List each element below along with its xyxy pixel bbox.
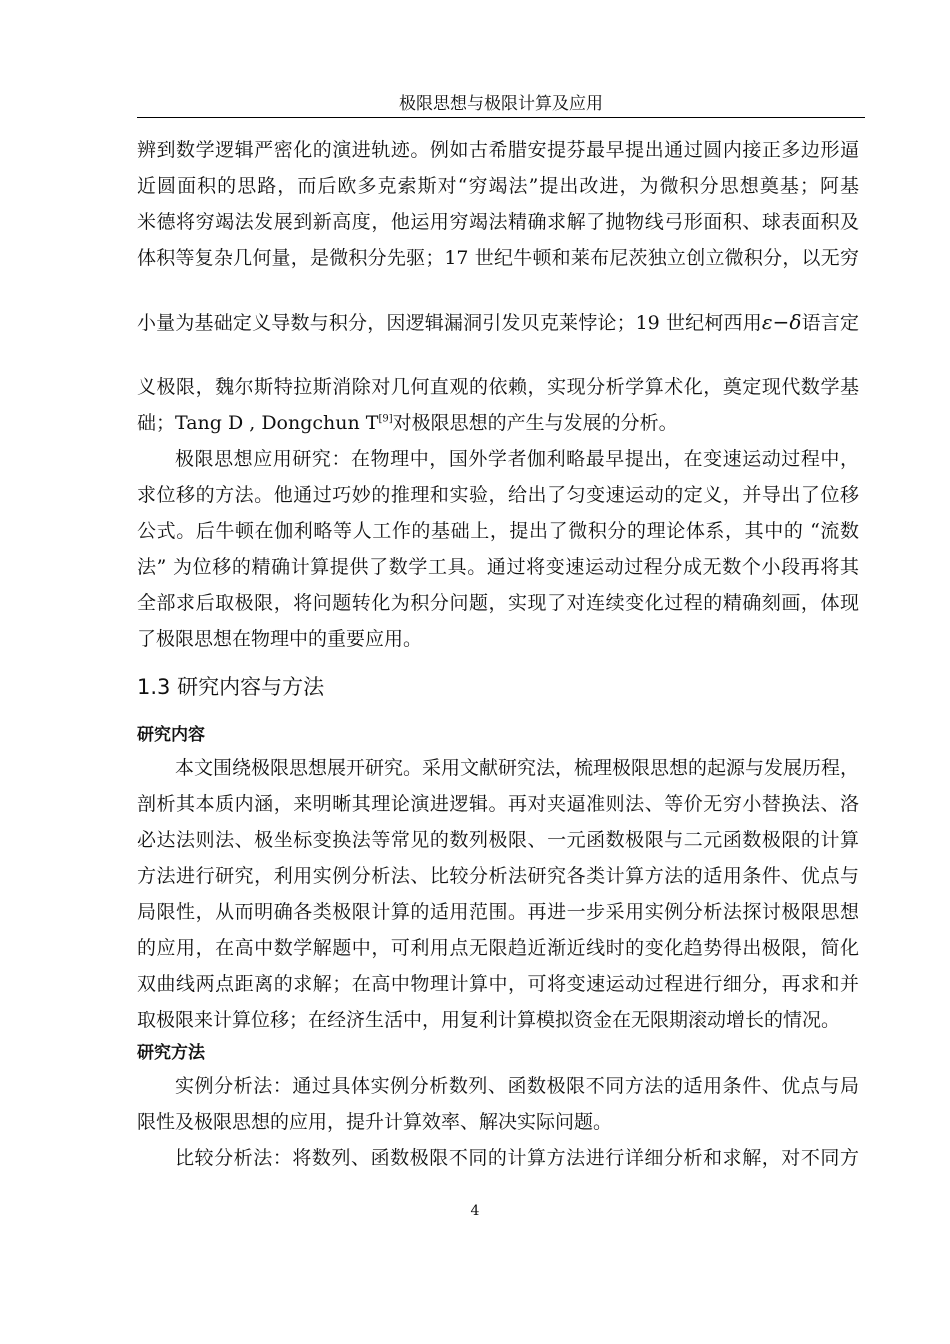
text-line: 全部求后取极限，将问题转化为积分问题，实现了对连续变化过程的精确刻画，体现 (137, 592, 859, 614)
text-line: 米德将穷竭法发展到新高度，他运用穷竭法精确求解了抛物线弓形面积、球表面积及 (137, 211, 859, 233)
text-line-with-citation (137, 405, 859, 441)
text-line: 法” 为位移的精确计算提供了数学工具。通过将变速运动过程分成无数个小段再将其 (137, 556, 859, 578)
text-line: 辨到数学逻辑严密化的演进轨迹。例如古希腊安提芬最早提出通过圆内接正多边形逼 (137, 139, 859, 161)
text-line: 剖析其本质内涵，来明晰其理论演进逻辑。再对夹逼准则法、等价无穷小替换法、洛 (137, 793, 859, 815)
text-line: 求位移的方法。他通过巧妙的推理和实验，给出了匀变速运动的定义，并导出了位移 (137, 484, 859, 506)
running-header: 极限思想与极限计算及应用 (399, 94, 603, 114)
text-segment: 小量为基础定义导数与积分，因逻辑漏洞引发贝克莱悖论；19 世纪柯西用 (137, 312, 762, 334)
text-line: 极限思想应用研究：在物理中，国外学者伽利略最早提出，在变速运动过程中， (175, 448, 859, 470)
text-line: 方法进行研究，利用实例分析法、比较分析法研究各类计算方法的适用条件、优点与 (137, 865, 859, 887)
text-line: 实例分析法：通过具体实例分析数列、函数极限不同方法的适用条件、优点与局 (175, 1075, 859, 1097)
text-line: 本文围绕极限思想展开研究。采用文献研究法，梳理极限思想的起源与发展历程， (175, 757, 860, 779)
paragraph-physics-application (137, 441, 859, 657)
text-segment: 对极限思想的产生与发展的分析。 (392, 412, 678, 434)
text-line: 必达法则法、极坐标变换法等常见的数列极限、一元函数极限与二元函数极限的计算 (137, 829, 859, 851)
page-number: 4 (470, 1203, 480, 1219)
text-line: 近圆面积的思路，而后欧多克索斯对“穷竭法”提出改进，为微积分思想奠基；阿基 (137, 175, 859, 197)
text-line-with-math (137, 304, 859, 341)
text-line: 双曲线两点距离的求解；在高中物理计算中，可将变速运动过程进行细分，再求和并 (137, 973, 859, 995)
text-line: 公式。后牛顿在伽利略等人工作的基础上，提出了微积分的理论体系，其中的 “流数 (137, 520, 859, 542)
paragraph-history (137, 132, 859, 441)
epsilon-delta-formula: ε−δ (761, 310, 802, 334)
text-segment: 础；Tang D , Dongchun T (137, 412, 379, 434)
paragraph-research-content (137, 750, 859, 1038)
text-line: 取极限来计算位移；在经济生活中，用复利计算模拟资金在无限期滚动增长的情况。 (137, 1009, 841, 1031)
paragraph-comparative-analysis (137, 1140, 859, 1176)
paragraph-case-analysis (137, 1068, 859, 1140)
text-line: 限性及极限思想的应用，提升计算效率、解决实际问题。 (137, 1111, 613, 1133)
page-body (137, 132, 859, 1176)
text-line: 义极限，魏尔斯特拉斯消除对几何直观的依赖，实现分析学算术化，奠定现代数学基 (137, 376, 859, 398)
header-rule (137, 117, 865, 118)
citation-marker: [9] (378, 413, 393, 425)
text-line: 比较分析法：将数列、函数极限不同的计算方法进行详细分析和求解，对不同方 (175, 1147, 859, 1169)
text-line: 了极限思想在物理中的重要应用。 (137, 628, 423, 650)
text-line: 的应用，在高中数学解题中，可利用点无限趋近渐近线时的变化趋势得出极限，简化 (137, 937, 859, 959)
text-line: 体积等复杂几何量，是微积分先驱；17 世纪牛顿和莱布尼茨独立创立微积分，以无穷 (137, 247, 859, 269)
text-segment: 语言定 (801, 312, 859, 334)
subsection-heading-methods: 研究方法 (137, 1043, 205, 1063)
text-line: 局限性，从而明确各类极限计算的适用范围。再进一步采用实例分析法探讨极限思想 (137, 901, 859, 923)
subsection-heading-content: 研究内容 (137, 725, 205, 745)
section-title: 1.3 研究内容与方法 (137, 675, 325, 699)
